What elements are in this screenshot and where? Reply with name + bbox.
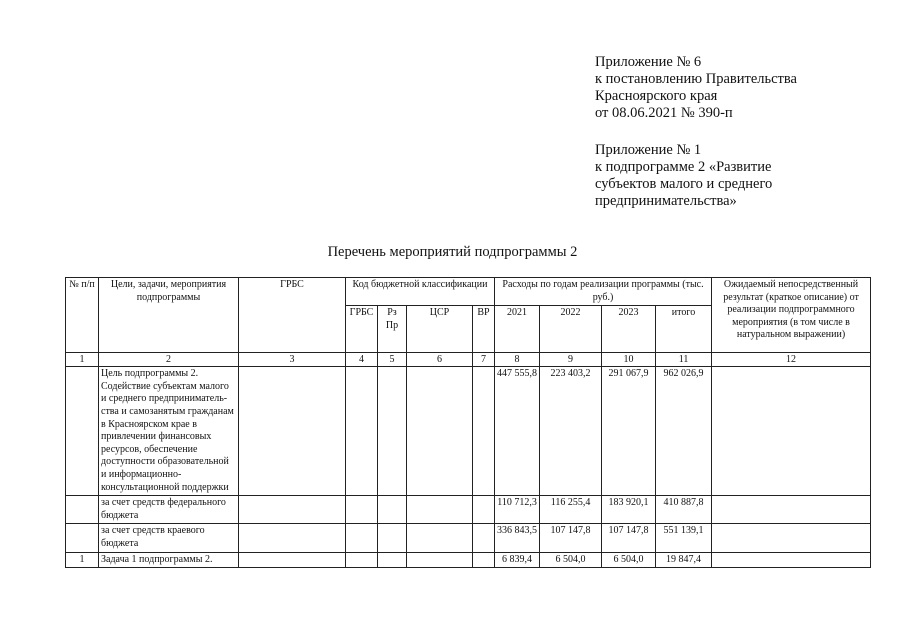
row-text: за счет средств краевого бюджета — [99, 524, 239, 552]
column-number: 7 — [473, 353, 495, 367]
header-expenses: Расходы по годам реализации программы (тыс. руб.) — [495, 278, 712, 306]
header-grbs: ГРБС — [239, 278, 346, 353]
appendix-line: Красноярского края — [595, 88, 718, 104]
column-number: 8 — [495, 353, 540, 367]
value-2021: 336 843,5 — [495, 524, 540, 552]
column-number: 12 — [712, 353, 871, 367]
value-2021: 6 839,4 — [495, 552, 540, 568]
header-code-vr: ВР — [473, 306, 495, 353]
column-number: 5 — [378, 353, 407, 367]
row-text: Цель подпрограммы 2. Содействие субъектам малого и среднего предприниматель-ства и самозанятым гражданам в Красноярском крае в привлечении финансовых ресурсов, обеспечение доступности образовательной и информационно-консультационной поддержки — [99, 367, 239, 496]
header-year-2022: 2022 — [540, 306, 602, 353]
column-number: 3 — [239, 353, 346, 367]
appendix-line: Приложение № 6 — [595, 54, 702, 70]
column-number: 9 — [540, 353, 602, 367]
value-total: 962 026,9 — [656, 367, 712, 496]
header-code-csr: ЦСР — [407, 306, 473, 353]
value-2022: 116 255,4 — [540, 496, 602, 524]
header-budget-code: Код бюджетной классификации — [346, 278, 495, 306]
table-row — [66, 524, 871, 552]
value-total: 19 847,4 — [656, 552, 712, 568]
column-number: 6 — [407, 353, 473, 367]
column-number: 10 — [602, 353, 656, 367]
header-year-2021: 2021 — [495, 306, 540, 353]
column-number-row — [66, 353, 871, 367]
appendix-line: Приложение № 1 — [595, 142, 702, 158]
appendix-1-block — [595, 142, 772, 210]
measures-table — [65, 277, 871, 568]
row-text: за счет средств федерального бюджета — [99, 496, 239, 524]
value-2021: 447 555,8 — [495, 367, 540, 496]
header-num: № п/п — [66, 278, 99, 353]
value-2023: 291 067,9 — [602, 367, 656, 496]
appendix-line: субъектов малого и среднего — [595, 176, 773, 192]
row-text: Задача 1 подпрограммы 2. — [99, 552, 239, 568]
value-2022: 223 403,2 — [540, 367, 602, 496]
table-row — [66, 552, 871, 568]
column-number: 1 — [66, 353, 99, 367]
value-2022: 6 504,0 — [540, 552, 602, 568]
value-2023: 183 920,1 — [602, 496, 656, 524]
value-total: 410 887,8 — [656, 496, 712, 524]
appendix-line: к подпрограмме 2 «Развитие — [595, 159, 772, 175]
row-num — [66, 524, 99, 552]
table-row — [66, 496, 871, 524]
header-total: итого — [656, 306, 712, 353]
header-year-2023: 2023 — [602, 306, 656, 353]
document-title: Перечень мероприятий подпрограммы 2 — [327, 244, 578, 260]
appendix-line: предпринимательства» — [595, 193, 737, 209]
header-code-rzpr: Рз Пр — [378, 306, 407, 353]
column-number: 4 — [346, 353, 378, 367]
header-result: Ожидаемый непосредственный результат (краткое описание) от реализации подпрограммного мероприятия (в том числе в натуральном выражении) — [712, 278, 871, 353]
header-code-grbs: ГРБС — [346, 306, 378, 353]
appendix-line: к постановлению Правительства — [595, 71, 797, 87]
value-2022: 107 147,8 — [540, 524, 602, 552]
value-2023: 6 504,0 — [602, 552, 656, 568]
row-num: 1 — [66, 552, 99, 568]
column-number: 11 — [656, 353, 712, 367]
table-row — [66, 367, 871, 496]
appendix-6-block — [595, 54, 797, 122]
value-total: 551 139,1 — [656, 524, 712, 552]
value-2023: 107 147,8 — [602, 524, 656, 552]
header-goals: Цели, задачи, мероприятия подпрограммы — [99, 278, 239, 353]
appendix-line: от 08.06.2021 № 390-п — [595, 105, 733, 121]
row-num — [66, 367, 99, 496]
column-number: 2 — [99, 353, 239, 367]
value-2021: 110 712,3 — [495, 496, 540, 524]
row-num — [66, 496, 99, 524]
